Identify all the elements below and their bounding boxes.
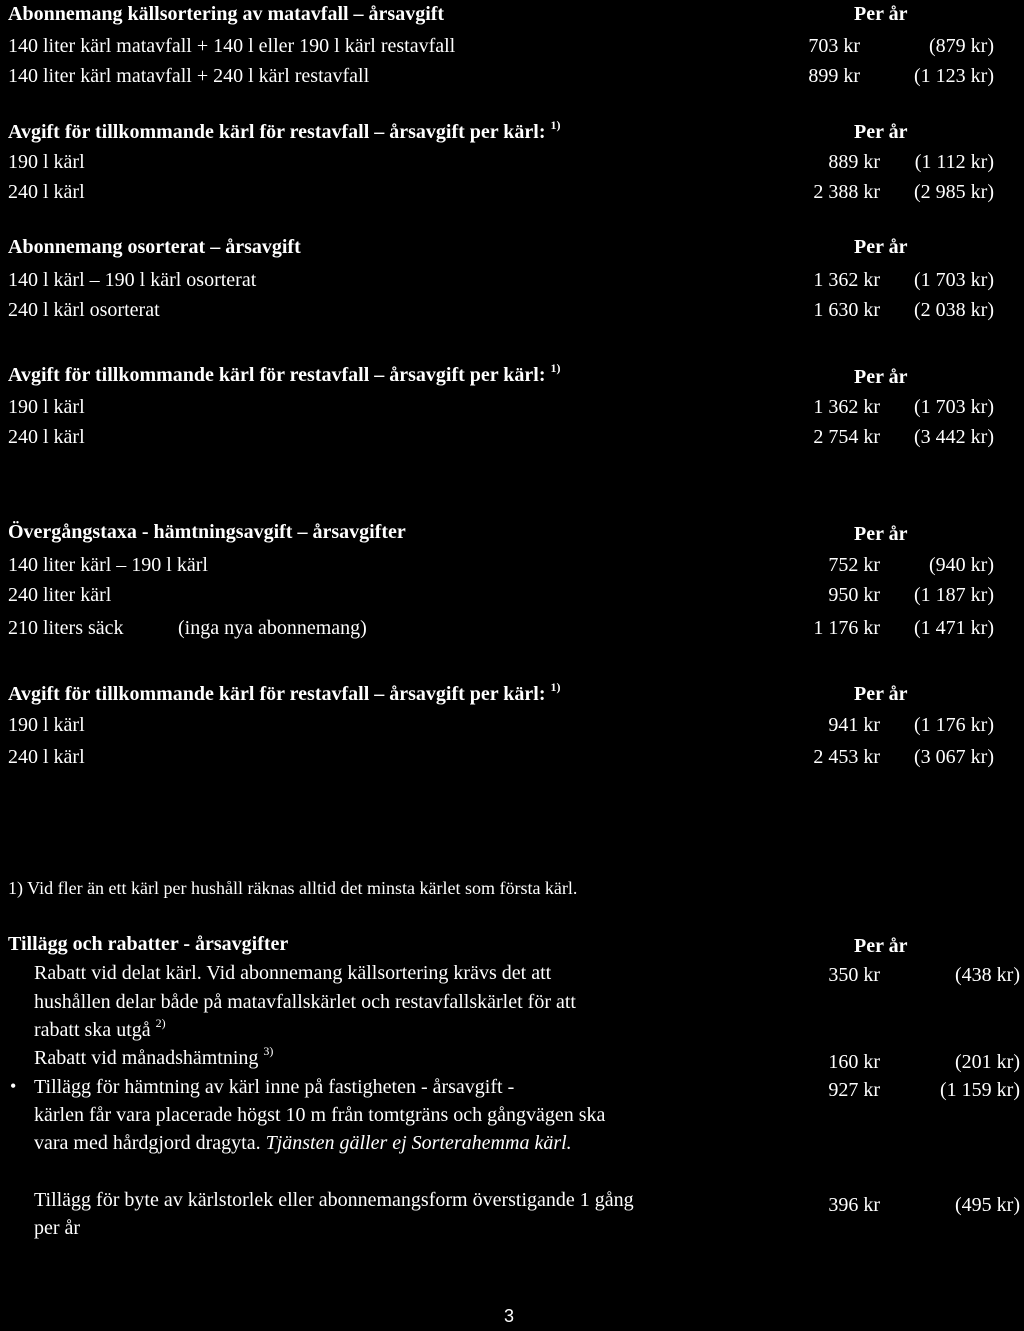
row-amount: 950 kr xyxy=(828,584,880,606)
tillagg-hamtning-line: Tillägg för hämtning av kärl inne på fastigheten - årsavgift - xyxy=(34,1076,515,1098)
rabatt-delat-line: rabatt ska utgå $^{2)}$ xyxy=(34,1016,166,1041)
row-label: 190 l kärl xyxy=(8,151,85,173)
rabatt-manad-label: Rabatt vid månadshämtning $^{3)}$ xyxy=(34,1044,274,1069)
tillagg-hamtning-line: kärlen får vara placerade högst 10 m från tomtgräns och gångvägen ska xyxy=(34,1104,606,1126)
row-amount: 1 362 kr xyxy=(813,396,880,418)
section-heading: Avgift för tillkommande kärl för restavfall – årsavgift per kärl: $^{1)}$ xyxy=(8,118,561,143)
section-heading: Övergångstaxa - hämtningsavgift – årsavgifter xyxy=(8,521,406,543)
row-label: 140 liter kärl matavfall + 140 l eller 190 l kärl restavfall xyxy=(8,35,456,57)
section-heading: Avgift för tillkommande kärl för restavfall – årsavgift per kärl: $^{1)}$ xyxy=(8,361,561,386)
row-label: 240 l kärl osorterat xyxy=(8,299,160,321)
per-ar-header: Per år xyxy=(854,935,908,957)
section-heading: Tillägg och rabatter - årsavgifter xyxy=(8,933,289,955)
row-amount-paren: (1 703 kr) xyxy=(914,396,994,418)
row-amount-paren: (1 159 kr) xyxy=(940,1079,1020,1101)
row-label: 240 l kärl xyxy=(8,426,85,448)
rabatt-delat-line: Rabatt vid delat kärl. Vid abonnemang källsortering krävs det att xyxy=(34,962,552,984)
row-amount-paren: (3 067 kr) xyxy=(914,746,994,768)
footnote: 1) Vid fler än ett kärl per hushåll räknas alltid det minsta kärlet som första kärl. xyxy=(8,878,578,898)
row-label: 240 l kärl xyxy=(8,181,85,203)
section-heading: Avgift för tillkommande kärl för restavfall – årsavgift per kärl: $^{1)}$ xyxy=(8,680,561,705)
bullet-icon: • xyxy=(10,1076,17,1096)
section-heading: Abonnemang osorterat – årsavgift xyxy=(8,236,301,258)
per-ar-header: Per år xyxy=(854,683,908,705)
italic-note: Tjänsten gäller ej Sorterahemma kärl. xyxy=(265,1132,572,1154)
footnote-ref: 2) xyxy=(155,1016,166,1030)
row-amount-paren: (438 kr) xyxy=(955,964,1020,986)
per-ar-header: Per år xyxy=(854,366,908,388)
row-amount: 350 kr xyxy=(828,964,880,986)
row-amount: 1 630 kr xyxy=(813,299,880,321)
row-amount-paren: (2 038 kr) xyxy=(914,299,994,321)
row-amount: 752 kr xyxy=(828,554,880,576)
row-amount-paren: (2 985 kr) xyxy=(914,181,994,203)
row-label: 140 liter kärl – 190 l kärl xyxy=(8,554,208,576)
footnote-ref: 3) xyxy=(263,1044,274,1058)
row-label: 210 liters säck xyxy=(8,617,124,639)
row-amount: 2 754 kr xyxy=(813,426,880,448)
per-ar-header: Per år xyxy=(854,121,908,143)
tillagg-byte-line: per år xyxy=(34,1217,81,1239)
row-amount-paren: (879 kr) xyxy=(929,35,994,57)
section-heading: Abonnemang källsortering av matavfall – årsavgift xyxy=(8,3,445,25)
row-amount: 2 453 kr xyxy=(813,746,880,768)
row-amount-paren: (940 kr) xyxy=(929,554,994,576)
row-amount-paren: (3 442 kr) xyxy=(914,426,994,448)
page-number: 3 xyxy=(504,1306,515,1326)
per-ar-header: Per år xyxy=(854,3,908,25)
row-label: 240 l kärl xyxy=(8,746,85,768)
footnote-ref: 1) xyxy=(550,118,561,132)
tillagg-hamtning-line: vara med hårdgjord dragyta. Tjänsten gäller ej Sorterahemma kärl. xyxy=(34,1132,572,1154)
row-amount: 160 kr xyxy=(828,1051,880,1073)
row-amount: 941 kr xyxy=(828,714,880,736)
row-label: 190 l kärl xyxy=(8,714,85,736)
row-amount-paren: (1 176 kr) xyxy=(914,714,994,736)
row-amount: 1 362 kr xyxy=(813,269,880,291)
row-label: 140 liter kärl matavfall + 240 l kärl restavfall xyxy=(8,65,370,87)
row-label: 140 l kärl – 190 l kärl osorterat xyxy=(8,269,257,291)
row-amount: 899 kr xyxy=(808,65,860,87)
row-amount-paren: (1 703 kr) xyxy=(914,269,994,291)
row-amount: 396 kr xyxy=(828,1194,880,1216)
row-amount: 927 kr xyxy=(828,1079,880,1101)
per-ar-header: Per år xyxy=(854,523,908,545)
row-label: 240 liter kärl xyxy=(8,584,112,606)
row-amount: 703 kr xyxy=(808,35,860,57)
row-note: (inga nya abonnemang) xyxy=(178,617,367,639)
per-ar-header: Per år xyxy=(854,236,908,258)
row-amount: 1 176 kr xyxy=(813,617,880,639)
footnote-ref: 1) xyxy=(550,361,561,375)
row-amount-paren: (1 187 kr) xyxy=(914,584,994,606)
row-amount: 889 kr xyxy=(828,151,880,173)
row-amount-paren: (1 471 kr) xyxy=(914,617,994,639)
row-amount: 2 388 kr xyxy=(813,181,880,203)
row-amount-paren: (201 kr) xyxy=(955,1051,1020,1073)
row-amount-paren: (495 kr) xyxy=(955,1194,1020,1216)
row-label: 190 l kärl xyxy=(8,396,85,418)
row-amount-paren: (1 123 kr) xyxy=(914,65,994,87)
row-amount-paren: (1 112 kr) xyxy=(914,151,994,173)
rabatt-delat-line: hushållen delar både på matavfallskärlet och restavfallskärlet för att xyxy=(34,991,576,1013)
tillagg-byte-line: Tillägg för byte av kärlstorlek eller abonnemangsform överstigande 1 gång xyxy=(34,1189,634,1211)
footnote-ref: 1) xyxy=(550,680,561,694)
